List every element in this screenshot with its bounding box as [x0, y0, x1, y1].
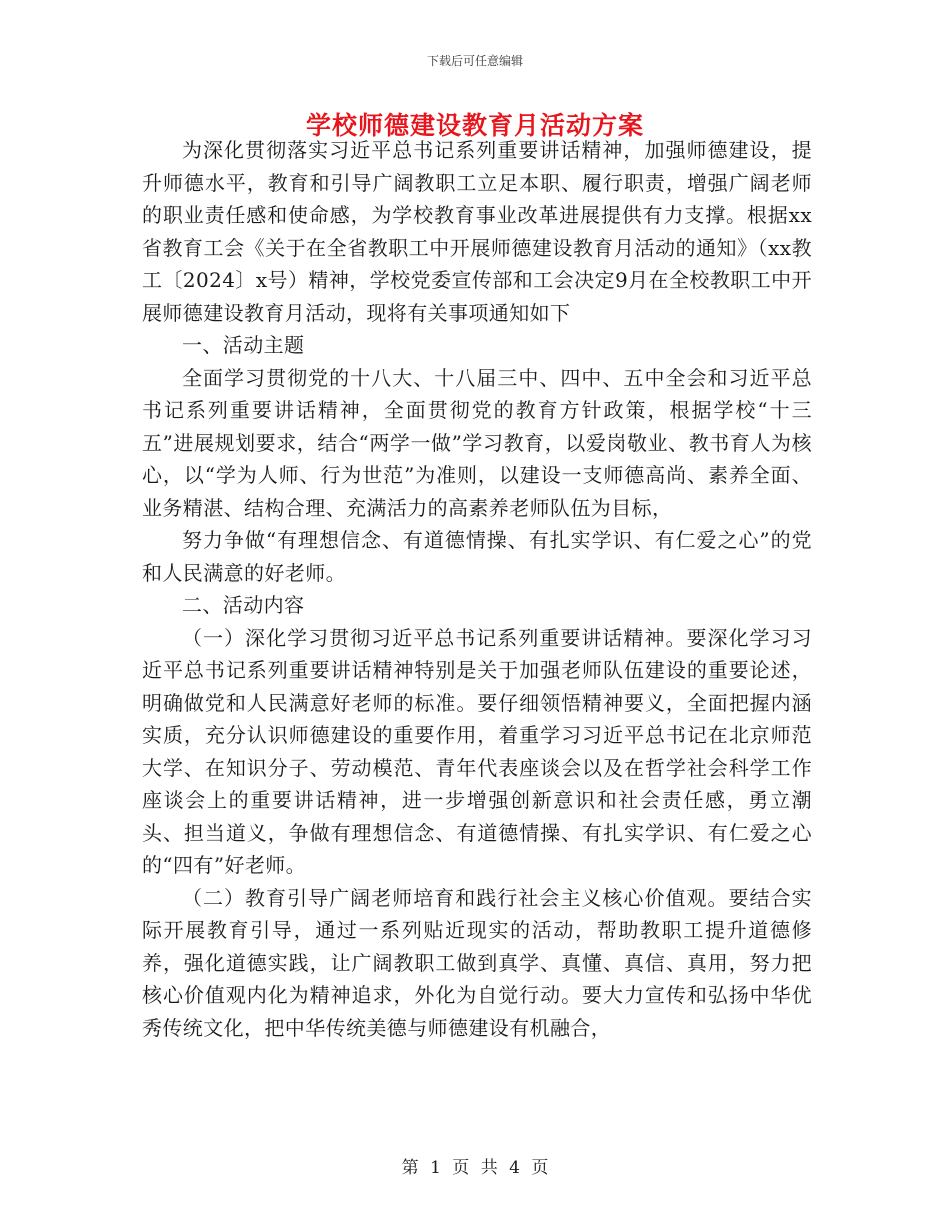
page-number-footer: 第 1 页 共 4 页	[401, 1158, 549, 1178]
paragraph-goal: 努力争做“有理想信念、有道德情操、有扎实学识、有仁爱之心”的党和人民满意的好老师。	[142, 528, 812, 585]
document-title: 学校师德建设教育月活动方案	[305, 111, 644, 140]
section-heading-theme: 一、活动主题	[182, 333, 305, 357]
paragraph-content-1: （一）深化学习贯彻习近平总书记系列重要讲话精神。要深化学习习近平总书记系列重要讲话精神特别是关于加强老师队伍建设的重要论述，明确做党和人民满意好老师的标准。要仔细领悟精神要义，全面把握内涵实质，充分认识师德建设的重要作用，着重学习习近平总书记在北京师范大学、在知识分子、劳动模范、青年代表座谈会以及在哲学社会科学工作座谈会上的重要讲话精神，进一步增强创新意识和社会责任感，勇立潮头、担当道义，争做有理想信念、有道德情操、有扎实学识、有仁爱之心的“四有”好老师。	[142, 625, 812, 877]
paragraph-theme: 全面学习贯彻党的十八大、十八届三中、四中、五中全会和习近平总书记系列重要讲话精神，全面贯彻党的教育方针政策，根据学校“十三五”进展规划要求，结合“两学一做”学习教育，以爱岗敬业、教书育人为核心，以“学为人师、行为世范”为准则，以建设一支师德高尚、素养全面、业务精湛、结构合理、充满活力的高素养老师队伍为目标，	[142, 365, 812, 520]
document-body	[142, 134, 812, 1044]
section-heading-content: 二、活动内容	[182, 593, 305, 617]
paragraph-content-2: （二）教育引导广阔老师培育和践行社会主义核心价值观。要结合实际开展教育引导，通过一系列贴近现实的活动，帮助教职工提升道德修养，强化道德实践，让广阔教职工做到真学、真懂、真信、真用，努力把核心价值观内化为精神追求，外化为自觉行动。要大力宣传和弘扬中华优秀传统文化，把中华传统美德与师德建设有机融合，	[142, 885, 812, 1040]
header-note: 下载后可任意编辑	[426, 54, 523, 68]
paragraph-intro: 为深化贯彻落实习近平总书记系列重要讲话精神，加强师德建设，提升师德水平，教育和引导广阔教职工立足本职、履行职责，增强广阔老师的职业责任感和使命感，为学校教育事业改革进展提供有力支撑。根据xx省教育工会《关于在全省教职工中开展师德建设教育月活动的通知》（xx教工〔2024〕x号）精神，学校党委宣传部和工会决定9月在全校教职工中开展师德建设教育月活动，现将有关事项通知如下	[142, 138, 812, 325]
